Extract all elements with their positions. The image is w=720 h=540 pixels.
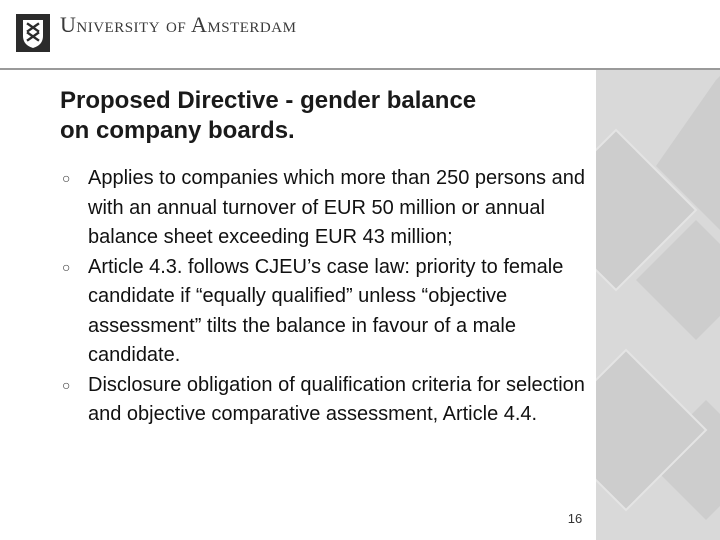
circle-bullet-icon: ○ bbox=[62, 376, 71, 393]
slide-title-line-2: on company boards. bbox=[60, 117, 295, 144]
bullet-text: Applies to companies which more than 250 persons and with an annual turnover of EUR 50 million or annual balance sheet exceeding EUR 43 million; bbox=[88, 167, 585, 248]
university-crest-icon bbox=[16, 14, 50, 52]
decorative-side-panel bbox=[596, 70, 720, 540]
slide-title-line-1: Proposed Directive - gender balance bbox=[60, 87, 477, 114]
bullet-text: Disclosure obligation of qualification criteria for selection and objective comparative assessment, Article 4.4. bbox=[88, 373, 585, 425]
list-item bbox=[60, 253, 590, 371]
bullet-list bbox=[60, 164, 590, 430]
circle-bullet-icon: ○ bbox=[62, 170, 71, 186]
circle-bullet-icon: ○ bbox=[62, 258, 71, 275]
list-item bbox=[60, 164, 590, 253]
university-name: University of Amsterdam bbox=[60, 12, 297, 37]
list-item bbox=[60, 371, 590, 430]
slide-title bbox=[60, 86, 580, 146]
page-number: 16 bbox=[567, 511, 583, 526]
bullet-text: Article 4.3. follows CJEU’s case law: priority to female candidate if “equally qualified” unless “objective assessment” tilts the balance in favour of a male candidate. bbox=[88, 255, 564, 366]
decorative-diamonds-icon bbox=[596, 70, 720, 540]
header bbox=[0, 0, 720, 70]
